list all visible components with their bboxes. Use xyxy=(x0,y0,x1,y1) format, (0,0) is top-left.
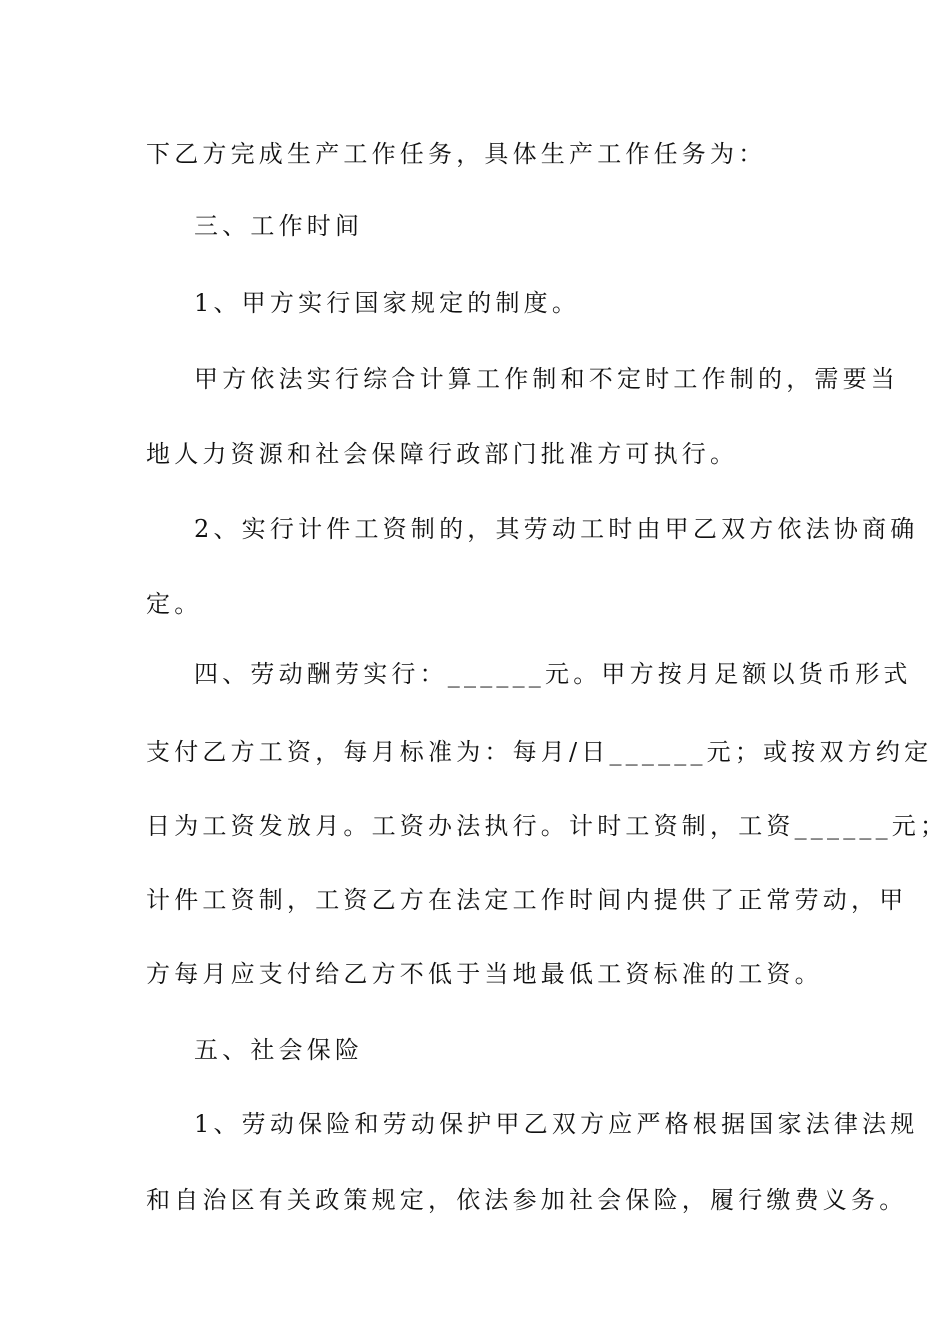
section-heading-remuneration: 四、劳动酬劳实行：______元。甲方按月足额以货币形式 xyxy=(194,660,912,688)
text-line-1: 下乙方完成生产工作任务，具体生产工作任务为： xyxy=(146,140,767,168)
text-line-14: 1、劳动保险和劳动保护甲乙双方应严格根据国家法律法规 xyxy=(194,1110,919,1138)
text-line-10: 日为工资发放月。工资办法执行。计时工资制，工资______元； xyxy=(146,812,949,840)
text-line-3: 1、甲方实行国家规定的制度。 xyxy=(194,289,581,317)
text-line-4: 甲方依法实行综合计算工作制和不定时工作制的，需要当 xyxy=(194,365,899,393)
text-line-11: 计件工资制，工资乙方在法定工作时间内提供了正常劳动，甲 xyxy=(146,886,908,914)
text-line-15: 和自治区有关政策规定，依法参加社会保险，履行缴费义务。 xyxy=(146,1186,908,1214)
text-line-12: 方每月应支付给乙方不低于当地最低工资标准的工资。 xyxy=(146,960,823,988)
text-line-6: 2、实行计件工资制的，其劳动工时由甲乙双方依法协商确 xyxy=(194,515,919,543)
text-line-9: 支付乙方工资，每月标准为：每月/日______元；或按双方约定 xyxy=(146,738,933,766)
text-line-7: 定。 xyxy=(146,590,203,618)
section-heading-work-time: 三、工作时间 xyxy=(194,212,364,240)
text-line-5: 地人力资源和社会保障行政部门批准方可执行。 xyxy=(146,440,739,468)
section-heading-social-insurance: 五、社会保险 xyxy=(194,1036,364,1064)
